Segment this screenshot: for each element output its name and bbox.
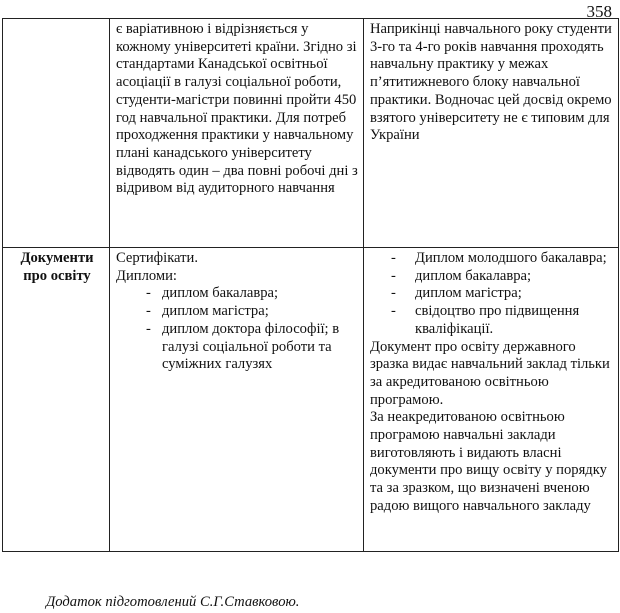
non-accredited-paragraph: За неакредитованою освітньою програмою навчальні заклади виготовляють і видають власні документи про вищу освіту у порядку та за зразком, що визначені вченою радою вищого навчального закладу — [370, 409, 607, 514]
canada-practice-text: є варіативною і відрізняється у кожному університеті країни. Згідно зі стандартами Канадської освітньої асоціації в галузі соціальної роботи, студенти-магістри повинні пройти 450 год навчальної практики. Для потреб проходження практики у навчальному плані канадського університету відводять один – два повні робочі дні з відривом від аудиторного навчання — [116, 21, 358, 197]
canada-diploma-list — [116, 285, 359, 374]
ukraine-diploma-list — [370, 250, 614, 339]
dash-marker: - — [391, 267, 396, 284]
row-label-line1: Документи — [20, 250, 94, 266]
ukraine-practice-text: Наприкінці навчального року студенти 3-го та 4-го років навчання проходять навчальну практику у межах п’ятитижневого блоку навчальної практики. Водночас цей досвід окремо взятого університету не є типовим для України — [370, 21, 612, 144]
row-label-empty — [3, 19, 110, 248]
row-label-documents — [3, 248, 110, 552]
dash-marker: - — [146, 285, 151, 302]
list-item-text: диплом магістра; — [162, 303, 269, 320]
list-item-text: диплом бакалавра; — [162, 285, 279, 302]
list-item-text: свідоцтво про підвищення кваліфікації. — [415, 303, 580, 337]
dash-marker: - — [146, 320, 151, 337]
dash-marker: - — [391, 303, 396, 320]
list-item — [370, 285, 614, 303]
dash-marker: - — [391, 250, 396, 266]
list-item — [116, 303, 359, 321]
table-row-documents — [3, 248, 619, 552]
list-item-text: диплом магістра; — [415, 285, 522, 302]
ukraine-documents-cell — [364, 248, 619, 552]
footer-note: Додаток підготовлений С.Г.Ставковою. — [46, 594, 300, 610]
list-item — [116, 285, 359, 303]
dash-marker: - — [146, 303, 151, 320]
canada-practice-cell — [110, 19, 364, 248]
list-item — [370, 303, 614, 338]
table-row-continued — [3, 19, 619, 248]
page-number: 358 — [586, 2, 612, 21]
dash-marker: - — [391, 285, 396, 302]
list-item-text: Диплом молодшого бакалавра; — [415, 250, 607, 266]
list-item — [370, 268, 614, 286]
canada-documents-cell — [110, 248, 364, 552]
ukraine-practice-cell — [364, 19, 619, 248]
list-item-text: диплом бакалавра; — [415, 267, 532, 284]
list-item — [116, 321, 359, 374]
row-label-line2: про освіту — [23, 267, 91, 284]
list-item — [370, 250, 614, 268]
comparison-table — [2, 18, 619, 552]
state-document-paragraph: Документ про освіту державного зразка видає навчальний заклад тільки за акредитованою освітньою програмою. — [370, 338, 610, 408]
diplomas-line: Дипломи: — [116, 267, 177, 284]
certificates-line: Сертифікати. — [116, 250, 198, 266]
list-item-text: диплом доктора філософії; в галузі соціальної роботи та суміжних галузях — [162, 320, 340, 373]
